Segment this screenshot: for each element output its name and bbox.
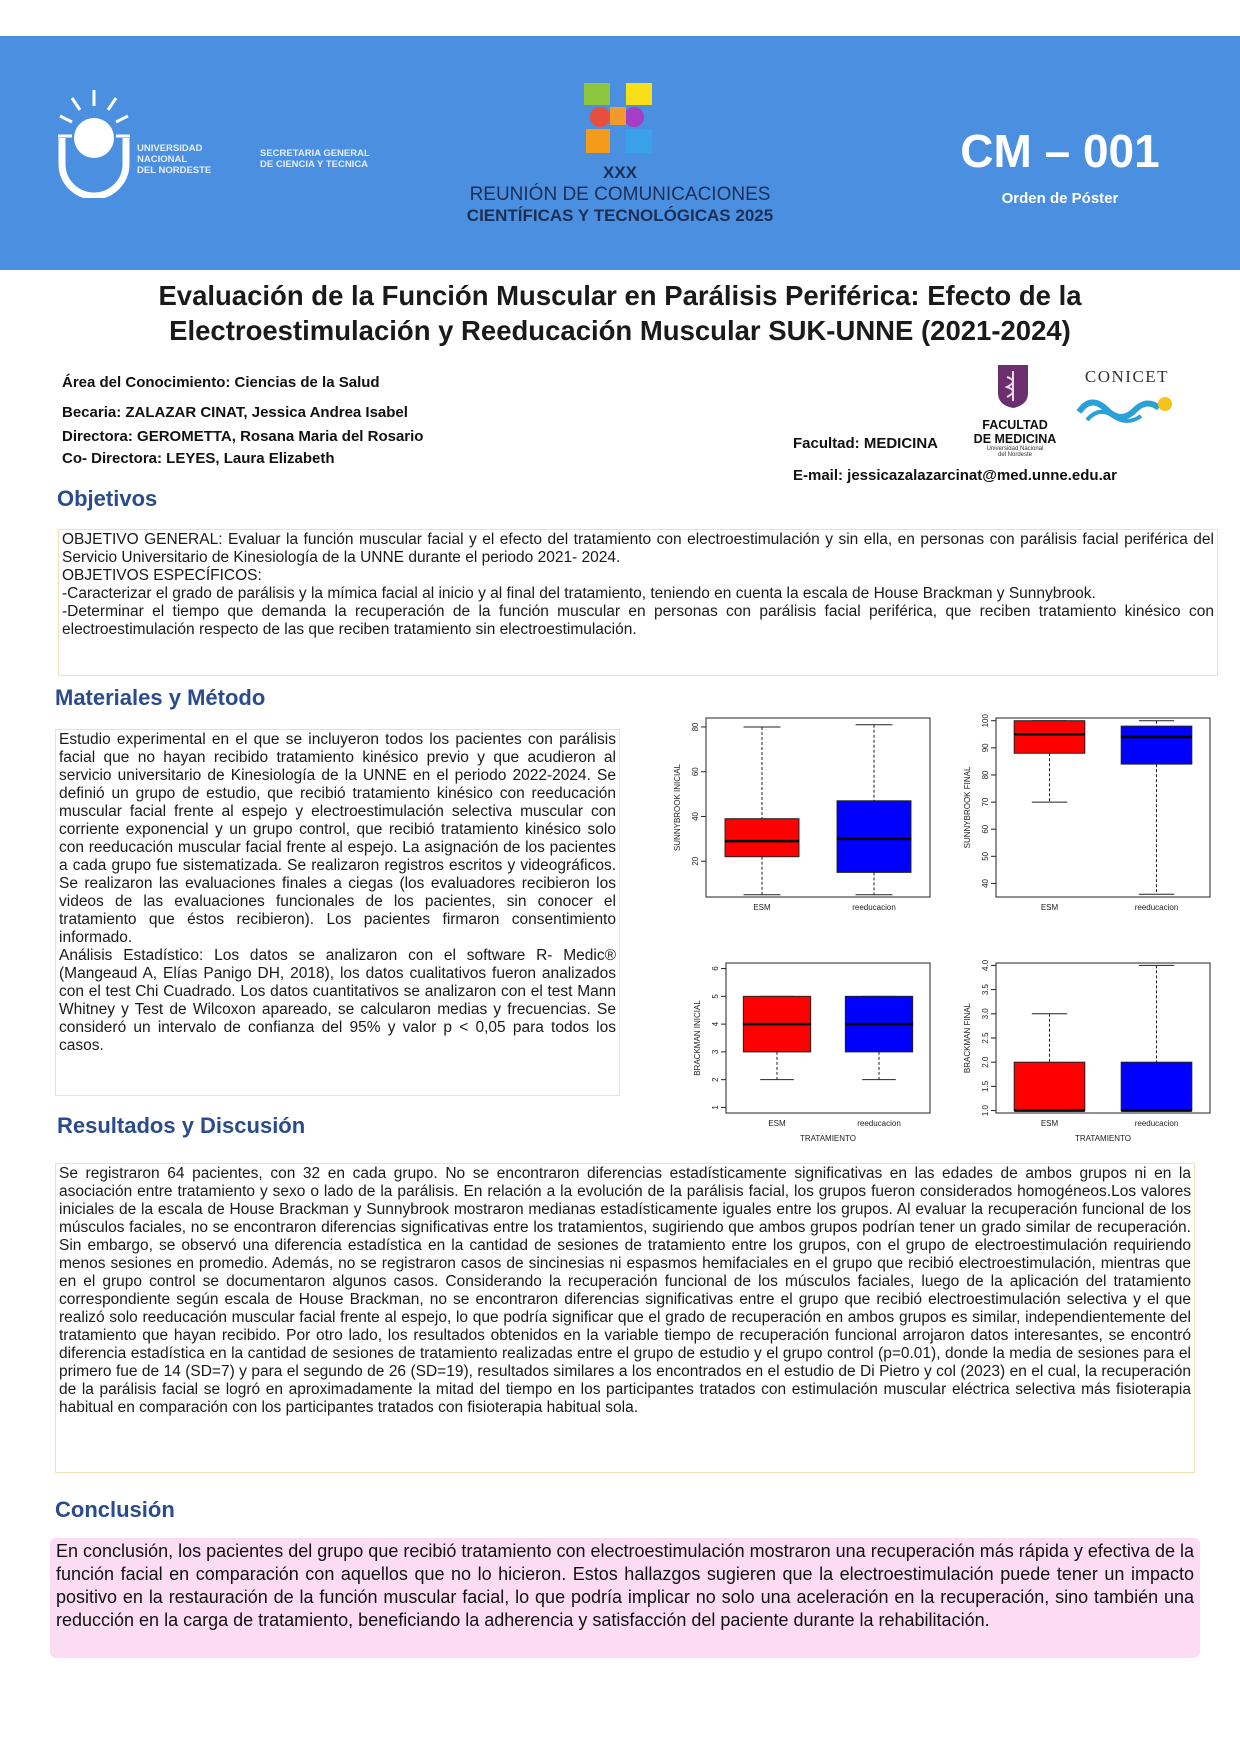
objetivos-heading: Objetivos [57, 486, 158, 511]
y-tick-label: 2.5 [981, 1032, 990, 1044]
y-tick-label: 40 [691, 811, 700, 821]
box-reeducacion [1121, 965, 1192, 1110]
chart-sunnybrook-final [950, 710, 1220, 925]
y-tick-label: 60 [691, 767, 700, 777]
y-tick-label: 90 [981, 743, 990, 753]
conclusion-heading: Conclusión [55, 1497, 175, 1522]
secretariat-name: SECRETARIA GENERAL DE CIENCIA Y TECNICA [260, 148, 370, 170]
chart-brackman-final [950, 955, 1220, 1155]
y-tick-label: 60 [981, 824, 990, 834]
y-tick-label: 70 [981, 797, 990, 807]
x-tick-label: ESM [768, 1119, 786, 1128]
objetivos-text: OBJETIVO GENERAL: Evaluar la función muscular facial y el efecto del tratamiento con electroestimulación y sin ella, en personas con parálisis facial periférica del Servicio Universitario de Kinesiología de la UNNE durante el periodo 2021- 2024. OBJETIVOS ESPECÍFICOS: -Caracterizar el grado de parálisis y la mímica facial al inicio y al final del tratamiento, teniendo en cuenta la escala de House Brackman y Sunnybrook. -Determinar el tiempo que demanda la recuperación de la función muscular en personas con parálisis facial periférica, que reciben tratamiento kinésico con electroestimulación respecto de las que reciben tratamiento sin electroestimulación. [58, 529, 1218, 676]
x-tick-label: reeducacion [1134, 903, 1179, 912]
x-tick-label: reeducacion [857, 1119, 901, 1128]
iqr-box [837, 801, 911, 873]
y-tick-label: 3 [711, 1049, 720, 1055]
poster-code-label: Orden de Póster [1001, 190, 1119, 207]
y-tick-label: 4.0 [981, 959, 990, 971]
resultados-heading: Resultados y Discusión [57, 1113, 306, 1138]
conicet-wave-icon [1073, 390, 1179, 430]
iqr-box [1121, 1062, 1192, 1110]
iqr-box [1014, 1062, 1085, 1110]
materiales-text: Estudio experimental en el que se incluyeron todos los pacientes con parálisis facial que no hayan recibido tratamiento kinésico previo y que acudieron al servicio universitario de Kinesiología de la UNNE en el periodo 2022-2024. Se definió un grupo de estudio, que recibió tratamiento kinésico con reeducación muscular facial frente al espejo y electroestimulación selectiva muscular con corriente exponencial y un grupo control, que recibió tratamiento kinésico solo con reeducación muscular facial frente al espejo. La asignación de los pacientes a cada grupo fue sistematizada. Se realizaron registros escritos y videográficos. Se realizaron las evaluaciones finales a ciegas (los evaluadores recibieron los videos de las evaluaciones funcionales de los pacientes, sin conocer el tratamiento que éstos recibieron). Los pacientes firmaron consentimiento informado. Análisis Estadístico: Los datos se analizaron con el software R- Medic® (Mangeaud A, Elías Panigo DH, 2018), los datos cualitativos fueron analizados con el test Chi Cuadrado. Los datos cuantitativos se analizaron con el test Mann Whitney y Test de Wilcoxon apareado, se calcularon medias y frecuencias. Se consideró un intervalo de confianza del 95% y valor p < 0,05 para todos los casos. [55, 729, 620, 1096]
university-name: UNIVERSIDAD NACIONAL DEL NORDESTE [137, 143, 212, 176]
box-ESM [1014, 721, 1085, 802]
email-label: E-mail: jessicazalazarcinat@med.unne.edu.ar [793, 467, 1117, 484]
x-axis-label: TRATAMIENTO [800, 1134, 856, 1143]
becaria-label: Becaria: ZALAZAR CINAT, Jessica Andrea Isabel [62, 404, 408, 421]
materiales-heading: Materiales y Método [55, 685, 266, 710]
poster-title: Evaluación de la Función Muscular en Parálisis Periférica: Efecto de la Electroestimulación y Reeducación Muscular SUK-UNNE (2021-2024) [158, 280, 1082, 346]
y-axis-label: BRACKMAN FINAL [963, 1002, 972, 1074]
iqr-box [725, 819, 799, 857]
poster-code: CM – 001 [960, 125, 1160, 177]
iqr-box [1121, 726, 1192, 764]
y-axis-label: SUNNYBROOK INICIAL [673, 763, 682, 852]
y-axis-label: SUNNYBROOK FINAL [963, 766, 972, 849]
x-tick-label: ESM [753, 903, 771, 912]
y-tick-label: 3.0 [981, 1008, 990, 1020]
unne-logo-icon [56, 84, 132, 198]
x-tick-label: reeducacion [1134, 1119, 1179, 1128]
box-ESM [1014, 1014, 1085, 1111]
y-tick-label: 2.0 [981, 1056, 990, 1068]
y-tick-label: 100 [981, 714, 990, 728]
y-tick-label: 80 [691, 722, 700, 732]
box-reeducacion [1121, 721, 1192, 895]
event-name-line2: CIENTÍFICAS Y TECNOLÓGICAS 2025 [466, 206, 774, 225]
box-ESM [725, 727, 799, 895]
y-tick-label: 4 [711, 1021, 720, 1027]
box-reeducacion [837, 725, 911, 895]
y-tick-label: 50 [981, 851, 990, 861]
codirectora-label: Co- Directora: LEYES, Laura Elizabeth [62, 450, 335, 467]
x-tick-label: ESM [1040, 1119, 1059, 1128]
x-tick-label: reeducacion [852, 903, 896, 912]
y-tick-label: 1 [711, 1105, 720, 1110]
directora-label: Directora: GEROMETTA, Rosana Maria del Rosario [62, 428, 424, 445]
y-tick-label: 80 [981, 770, 990, 780]
chart-sunnybrook-inicial [660, 710, 940, 925]
facultad-shield-icon [996, 363, 1030, 409]
x-tick-label: ESM [1040, 903, 1059, 912]
y-tick-label: 1.0 [981, 1105, 990, 1117]
y-tick-label: 3.5 [981, 984, 990, 996]
facultad-label: Facultad: MEDICINA [793, 435, 939, 452]
y-tick-label: 6 [711, 966, 720, 971]
box-reeducacion [845, 996, 912, 1079]
event-logo-icon [584, 83, 656, 155]
chart-brackman-inicial [680, 955, 940, 1155]
y-tick-label: 5 [711, 994, 720, 999]
y-axis-label: BRACKMAN INICIAL [693, 1000, 702, 1076]
conclusion-text: En conclusión, los pacientes del grupo que recibió tratamiento con electroestimulación mostraron una recuperación más rápida y efectiva de la función facial en comparación con aquellos que no lo hicieron. Estos hallazgos sugieren que la electroestimulación puede tener un impacto positivo en la restauración de la función muscular facial, lo que podría implicar no solo una aceleración en la recuperación, sino también una reducción en la carga de tratamiento, beneficiando la adherencia y satisfacción del paciente durante la rehabilitación. [50, 1538, 1200, 1658]
facultad-logo: FACULTAD DE MEDICINA Universidad Nacional del Nordeste [973, 418, 1057, 458]
x-axis-label: TRATAMIENTO [1075, 1134, 1131, 1143]
area-label: Área del Conocimiento: Ciencias de la Salud [62, 374, 380, 391]
y-tick-label: 40 [981, 878, 990, 888]
y-tick-label: 1.5 [981, 1080, 990, 1092]
event-edition: XXX [602, 163, 638, 182]
conicet-logo-text: CONICET [1084, 367, 1170, 386]
y-tick-label: 20 [691, 856, 700, 866]
resultados-text: Se registraron 64 pacientes, con 32 en cada grupo. No se encontraron diferencias estadísticamente significativas en las edades de ambos grupos ni en la asociación entre tratamiento y sexo o lado de la parálisis. En relación a la evolución de la parálisis facial, los grupos fueron considerados homogéneos.Los valores iniciales de la escala de House Brackman y Sunnybrook mostraron medianas estadísticamente iguales entre los grupos. Al evaluar la recuperación funcional de los músculos faciales, no se encontraron diferencias significativas entre los tratamientos, sugiriendo que ambos grupos podrían tener un grado similar de recuperación. Sin embargo, se observó una diferencia estadística en la cantidad de sesiones de tratamiento entre los grupos, con el grupo de electroestimulación requiriendo menos sesiones en promedio. Además, no se registraron casos de sincinesias ni espasmos hemifaciales en el grupo que recibió electroestimulación, mientras que en el grupo control se documentaron algunos casos. Considerando la recuperación funcional de los músculos faciales, luego de la aplicación del tratamiento correspondiente según escala de House Brackman, no se encontraron diferencias significativas entre el grupo que recibió electroestimulación selectiva y el que realizó solo reeducación muscular facial frente al espejo, lo que podría significar que el grado de recuperación en ambos grupos es similar, independientemente del tratamiento que hayan recibido. Por otro lado, los resultados obtenidos en la variable tiempo de recuperación funcional arrojaron datos interesantes, se encontró diferencia estadística en la cantidad de sesiones de tratamiento realizadas entre el grupo de estudio y el grupo control (p=0.01), donde la media de sesiones para el primero fue de 14 (SD=7) y para el segundo de 26 (SD=19), resultados similares a los encontrados en el estudio de Di Pietro y col (2023) en el cual, la recuperación de la parálisis facial se logró en aproximadamente la mitad del tiempo en los participantes tratados con estimulación muscular eléctrica selectiva más fisioterapia habitual en comparación con los participantes tratados con fisioterapia habitual sola. [55, 1163, 1195, 1473]
box-ESM [743, 996, 810, 1079]
y-tick-label: 2 [711, 1077, 720, 1082]
event-name-line1: REUNIÓN DE COMUNICACIONES [469, 184, 771, 205]
iqr-box [1014, 721, 1085, 754]
